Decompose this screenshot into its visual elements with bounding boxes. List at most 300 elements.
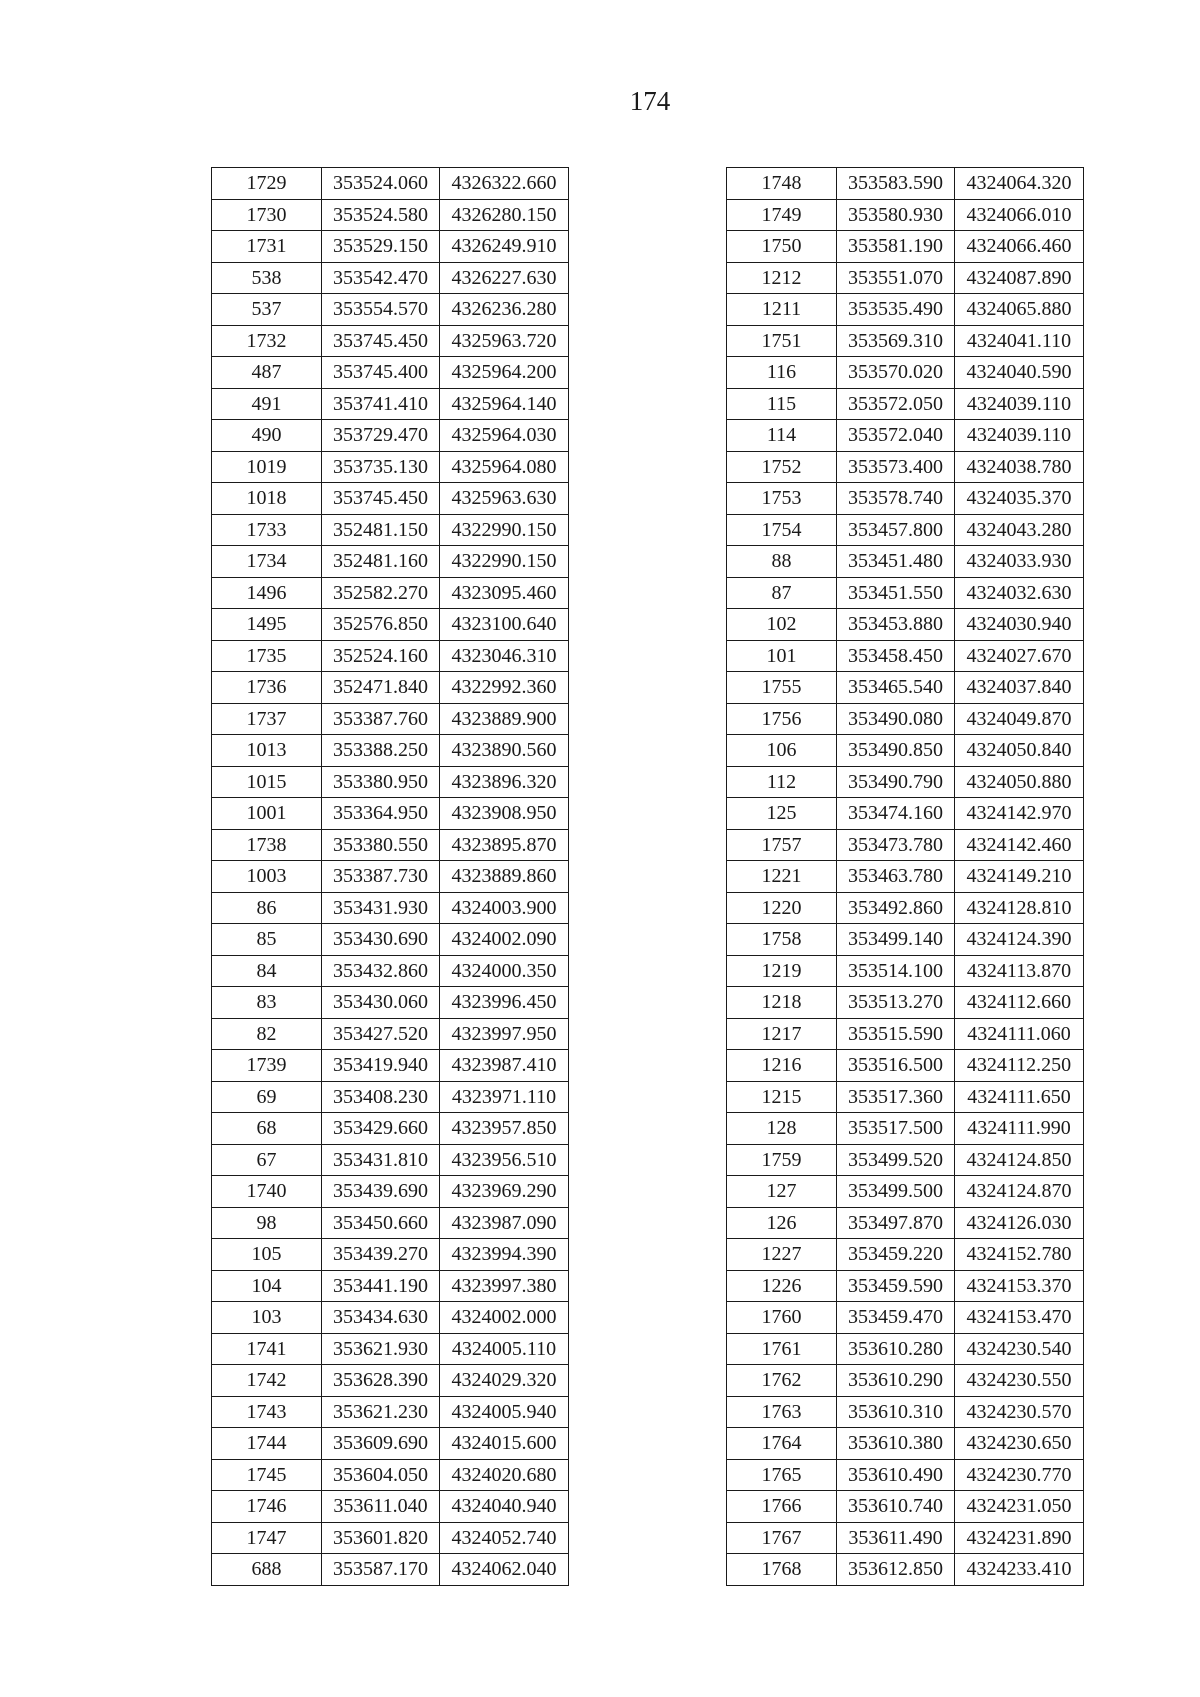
x-coordinate-cell: 353573.400 [837,451,955,483]
table-row [727,924,1084,956]
point-id-cell: 1743 [212,1396,322,1428]
y-coordinate-cell: 4324111.650 [955,1081,1084,1113]
point-id-cell: 1742 [212,1365,322,1397]
x-coordinate-cell: 353554.570 [322,294,440,326]
x-coordinate-cell: 353499.500 [837,1176,955,1208]
point-id-cell: 1216 [727,1050,837,1082]
x-coordinate-cell: 353741.410 [322,388,440,420]
table-row [212,388,569,420]
point-id-cell: 98 [212,1207,322,1239]
table-row [212,798,569,830]
y-coordinate-cell: 4324126.030 [955,1207,1084,1239]
x-coordinate-cell: 353570.020 [837,357,955,389]
table-row [727,1018,1084,1050]
table-row [727,1081,1084,1113]
x-coordinate-cell: 353572.050 [837,388,955,420]
point-id-cell: 1765 [727,1459,837,1491]
point-id-cell: 1761 [727,1333,837,1365]
x-coordinate-cell: 353610.380 [837,1428,955,1460]
table-row [212,640,569,672]
point-id-cell: 104 [212,1270,322,1302]
x-coordinate-cell: 353569.310 [837,325,955,357]
y-coordinate-cell: 4326280.150 [440,199,569,231]
point-id-cell: 101 [727,640,837,672]
y-coordinate-cell: 4324049.870 [955,703,1084,735]
point-id-cell: 1764 [727,1428,837,1460]
table-row [727,168,1084,200]
y-coordinate-cell: 4325963.720 [440,325,569,357]
y-coordinate-cell: 4324030.940 [955,609,1084,641]
point-id-cell: 1751 [727,325,837,357]
x-coordinate-cell: 353611.040 [322,1491,440,1523]
table-row [212,1239,569,1271]
point-id-cell: 1748 [727,168,837,200]
table-body [727,168,1084,1586]
point-id-cell: 1762 [727,1365,837,1397]
table-row [212,1554,569,1586]
table-row [212,1396,569,1428]
point-id-cell: 1763 [727,1396,837,1428]
x-coordinate-cell: 353610.490 [837,1459,955,1491]
point-id-cell: 688 [212,1554,322,1586]
point-id-cell: 537 [212,294,322,326]
y-coordinate-cell: 4324050.840 [955,735,1084,767]
y-coordinate-cell: 4325964.140 [440,388,569,420]
table-row [727,735,1084,767]
y-coordinate-cell: 4323046.310 [440,640,569,672]
y-coordinate-cell: 4324142.970 [955,798,1084,830]
table-row [212,325,569,357]
point-id-cell: 67 [212,1144,322,1176]
y-coordinate-cell: 4323997.950 [440,1018,569,1050]
table-row [212,546,569,578]
table-row [727,609,1084,641]
point-id-cell: 1015 [212,766,322,798]
point-id-cell: 68 [212,1113,322,1145]
table-row [727,325,1084,357]
y-coordinate-cell: 4324027.670 [955,640,1084,672]
point-id-cell: 1217 [727,1018,837,1050]
table-row [212,1428,569,1460]
x-coordinate-cell: 353524.060 [322,168,440,200]
x-coordinate-cell: 353612.850 [837,1554,955,1586]
y-coordinate-cell: 4324032.630 [955,577,1084,609]
x-coordinate-cell: 353430.060 [322,987,440,1019]
y-coordinate-cell: 4324039.110 [955,388,1084,420]
x-coordinate-cell: 353465.540 [837,672,955,704]
y-coordinate-cell: 4324153.370 [955,1270,1084,1302]
point-id-cell: 1757 [727,829,837,861]
x-coordinate-cell: 353474.160 [837,798,955,830]
y-coordinate-cell: 4324066.460 [955,231,1084,263]
x-coordinate-cell: 352481.160 [322,546,440,578]
table-row [212,987,569,1019]
y-coordinate-cell: 4324152.780 [955,1239,1084,1271]
x-coordinate-cell: 353604.050 [322,1459,440,1491]
x-coordinate-cell: 353610.290 [837,1365,955,1397]
y-coordinate-cell: 4322990.150 [440,546,569,578]
point-id-cell: 82 [212,1018,322,1050]
x-coordinate-cell: 353621.930 [322,1333,440,1365]
y-coordinate-cell: 4322990.150 [440,514,569,546]
y-coordinate-cell: 4324231.890 [955,1522,1084,1554]
y-coordinate-cell: 4324124.870 [955,1176,1084,1208]
point-id-cell: 1212 [727,262,837,294]
table-row [212,1302,569,1334]
point-id-cell: 1495 [212,609,322,641]
y-coordinate-cell: 4324230.770 [955,1459,1084,1491]
table-row [212,1365,569,1397]
table-row [727,231,1084,263]
x-coordinate-cell: 353459.470 [837,1302,955,1334]
y-coordinate-cell: 4323987.090 [440,1207,569,1239]
y-coordinate-cell: 4323896.320 [440,766,569,798]
y-coordinate-cell: 4324112.250 [955,1050,1084,1082]
x-coordinate-cell: 353419.940 [322,1050,440,1082]
point-id-cell: 1227 [727,1239,837,1271]
x-coordinate-cell: 352524.160 [322,640,440,672]
table-row [727,1459,1084,1491]
table-row [727,1144,1084,1176]
y-coordinate-cell: 4323895.870 [440,829,569,861]
y-coordinate-cell: 4324111.990 [955,1113,1084,1145]
x-coordinate-cell: 353601.820 [322,1522,440,1554]
table-row [212,1081,569,1113]
table-row [727,420,1084,452]
point-id-cell: 86 [212,892,322,924]
point-id-cell: 1755 [727,672,837,704]
table-row [212,294,569,326]
y-coordinate-cell: 4325964.200 [440,357,569,389]
x-coordinate-cell: 353499.520 [837,1144,955,1176]
table-row [727,199,1084,231]
point-id-cell: 87 [727,577,837,609]
point-id-cell: 125 [727,798,837,830]
y-coordinate-cell: 4324231.050 [955,1491,1084,1523]
y-coordinate-cell: 4324005.940 [440,1396,569,1428]
y-coordinate-cell: 4324064.320 [955,168,1084,200]
table-row [727,546,1084,578]
y-coordinate-cell: 4323971.110 [440,1081,569,1113]
x-coordinate-cell: 353473.780 [837,829,955,861]
y-coordinate-cell: 4323969.290 [440,1176,569,1208]
point-id-cell: 1747 [212,1522,322,1554]
y-coordinate-cell: 4324124.390 [955,924,1084,956]
point-id-cell: 127 [727,1176,837,1208]
x-coordinate-cell: 353451.550 [837,577,955,609]
point-id-cell: 490 [212,420,322,452]
y-coordinate-cell: 4324052.740 [440,1522,569,1554]
table-row [727,955,1084,987]
y-coordinate-cell: 4323957.850 [440,1113,569,1145]
table-row [212,955,569,987]
table-row [727,987,1084,1019]
x-coordinate-cell: 353515.590 [837,1018,955,1050]
y-coordinate-cell: 4324233.410 [955,1554,1084,1586]
y-coordinate-cell: 4324111.060 [955,1018,1084,1050]
coordinates-table-right [726,167,1084,1586]
point-id-cell: 1741 [212,1333,322,1365]
x-coordinate-cell: 353429.660 [322,1113,440,1145]
x-coordinate-cell: 353611.490 [837,1522,955,1554]
x-coordinate-cell: 353459.590 [837,1270,955,1302]
x-coordinate-cell: 353517.360 [837,1081,955,1113]
table-row [727,1522,1084,1554]
x-coordinate-cell: 353439.270 [322,1239,440,1271]
y-coordinate-cell: 4324003.900 [440,892,569,924]
table-row [727,1428,1084,1460]
point-id-cell: 85 [212,924,322,956]
x-coordinate-cell: 353524.580 [322,199,440,231]
y-coordinate-cell: 4323997.380 [440,1270,569,1302]
point-id-cell: 1758 [727,924,837,956]
y-coordinate-cell: 4324043.280 [955,514,1084,546]
point-id-cell: 1003 [212,861,322,893]
point-id-cell: 1767 [727,1522,837,1554]
point-id-cell: 1731 [212,231,322,263]
point-id-cell: 69 [212,1081,322,1113]
y-coordinate-cell: 4324015.600 [440,1428,569,1460]
table-row [727,388,1084,420]
table-row [727,829,1084,861]
y-coordinate-cell: 4323095.460 [440,577,569,609]
table-row [727,451,1084,483]
x-coordinate-cell: 352471.840 [322,672,440,704]
point-id-cell: 83 [212,987,322,1019]
x-coordinate-cell: 353587.170 [322,1554,440,1586]
point-id-cell: 1732 [212,325,322,357]
y-coordinate-cell: 4324066.010 [955,199,1084,231]
table-row [727,861,1084,893]
x-coordinate-cell: 353610.740 [837,1491,955,1523]
point-id-cell: 487 [212,357,322,389]
table-row [727,1302,1084,1334]
table-row [212,1333,569,1365]
table-row [212,1018,569,1050]
point-id-cell: 1211 [727,294,837,326]
y-coordinate-cell: 4324112.660 [955,987,1084,1019]
x-coordinate-cell: 353431.930 [322,892,440,924]
point-id-cell: 1749 [727,199,837,231]
y-coordinate-cell: 4323908.950 [440,798,569,830]
x-coordinate-cell: 353441.190 [322,1270,440,1302]
y-coordinate-cell: 4326227.630 [440,262,569,294]
x-coordinate-cell: 353380.950 [322,766,440,798]
table-row [212,231,569,263]
point-id-cell: 114 [727,420,837,452]
table-row [727,483,1084,515]
y-coordinate-cell: 4324128.810 [955,892,1084,924]
y-coordinate-cell: 4324033.930 [955,546,1084,578]
point-id-cell: 1744 [212,1428,322,1460]
x-coordinate-cell: 353580.930 [837,199,955,231]
x-coordinate-cell: 353408.230 [322,1081,440,1113]
point-id-cell: 1739 [212,1050,322,1082]
x-coordinate-cell: 353745.450 [322,325,440,357]
y-coordinate-cell: 4324149.210 [955,861,1084,893]
x-coordinate-cell: 353609.690 [322,1428,440,1460]
x-coordinate-cell: 353517.500 [837,1113,955,1145]
x-coordinate-cell: 353578.740 [837,483,955,515]
y-coordinate-cell: 4323956.510 [440,1144,569,1176]
x-coordinate-cell: 353621.230 [322,1396,440,1428]
x-coordinate-cell: 353583.590 [837,168,955,200]
point-id-cell: 1737 [212,703,322,735]
table-row [212,1144,569,1176]
y-coordinate-cell: 4324035.370 [955,483,1084,515]
table-row [212,829,569,861]
x-coordinate-cell: 353745.400 [322,357,440,389]
y-coordinate-cell: 4324230.540 [955,1333,1084,1365]
point-id-cell: 1730 [212,199,322,231]
x-coordinate-cell: 352582.270 [322,577,440,609]
y-coordinate-cell: 4323987.410 [440,1050,569,1082]
x-coordinate-cell: 353431.810 [322,1144,440,1176]
point-id-cell: 105 [212,1239,322,1271]
point-id-cell: 1756 [727,703,837,735]
x-coordinate-cell: 353432.860 [322,955,440,987]
x-coordinate-cell: 353542.470 [322,262,440,294]
point-id-cell: 1760 [727,1302,837,1334]
table-row [212,357,569,389]
table-row [212,1050,569,1082]
y-coordinate-cell: 4324113.870 [955,955,1084,987]
table-row [212,1522,569,1554]
table-row [212,766,569,798]
table-row [727,1113,1084,1145]
y-coordinate-cell: 4324230.550 [955,1365,1084,1397]
point-id-cell: 88 [727,546,837,578]
table-body [212,168,569,1586]
y-coordinate-cell: 4325964.030 [440,420,569,452]
point-id-cell: 1226 [727,1270,837,1302]
point-id-cell: 1013 [212,735,322,767]
x-coordinate-cell: 353610.280 [837,1333,955,1365]
table-row [727,577,1084,609]
y-coordinate-cell: 4324230.650 [955,1428,1084,1460]
table-row [212,514,569,546]
table-row [727,1176,1084,1208]
coordinates-table-left [211,167,569,1586]
y-coordinate-cell: 4324038.780 [955,451,1084,483]
point-id-cell: 1740 [212,1176,322,1208]
y-coordinate-cell: 4322992.360 [440,672,569,704]
point-id-cell: 115 [727,388,837,420]
table-row [212,609,569,641]
point-id-cell: 1220 [727,892,837,924]
y-coordinate-cell: 4324020.680 [440,1459,569,1491]
x-coordinate-cell: 353529.150 [322,231,440,263]
x-coordinate-cell: 353745.450 [322,483,440,515]
y-coordinate-cell: 4324050.880 [955,766,1084,798]
y-coordinate-cell: 4323889.860 [440,861,569,893]
x-coordinate-cell: 353459.220 [837,1239,955,1271]
x-coordinate-cell: 353439.690 [322,1176,440,1208]
x-coordinate-cell: 353535.490 [837,294,955,326]
table-row [212,1270,569,1302]
x-coordinate-cell: 353516.500 [837,1050,955,1082]
x-coordinate-cell: 353387.760 [322,703,440,735]
point-id-cell: 1215 [727,1081,837,1113]
y-coordinate-cell: 4324041.110 [955,325,1084,357]
point-id-cell: 1754 [727,514,837,546]
table-row [727,1554,1084,1586]
table-row [727,1239,1084,1271]
x-coordinate-cell: 353364.950 [322,798,440,830]
x-coordinate-cell: 353458.450 [837,640,955,672]
table-row [727,1333,1084,1365]
y-coordinate-cell: 4323889.900 [440,703,569,735]
x-coordinate-cell: 353572.040 [837,420,955,452]
table-row [212,1459,569,1491]
x-coordinate-cell: 353735.130 [322,451,440,483]
table-row [212,672,569,704]
point-id-cell: 1735 [212,640,322,672]
y-coordinate-cell: 4323994.390 [440,1239,569,1271]
x-coordinate-cell: 353581.190 [837,231,955,263]
point-id-cell: 1221 [727,861,837,893]
x-coordinate-cell: 353451.480 [837,546,955,578]
y-coordinate-cell: 4326249.910 [440,231,569,263]
point-id-cell: 103 [212,1302,322,1334]
y-coordinate-cell: 4324230.570 [955,1396,1084,1428]
table-row [212,703,569,735]
page-number: 174 [629,86,671,116]
table-row [727,1365,1084,1397]
point-id-cell: 128 [727,1113,837,1145]
x-coordinate-cell: 353514.100 [837,955,955,987]
point-id-cell: 1019 [212,451,322,483]
x-coordinate-cell: 352481.150 [322,514,440,546]
x-coordinate-cell: 353388.250 [322,735,440,767]
point-id-cell: 1001 [212,798,322,830]
point-id-cell: 491 [212,388,322,420]
table-row [727,766,1084,798]
point-id-cell: 1766 [727,1491,837,1523]
x-coordinate-cell: 353729.470 [322,420,440,452]
y-coordinate-cell: 4324087.890 [955,262,1084,294]
x-coordinate-cell: 353430.690 [322,924,440,956]
y-coordinate-cell: 4323100.640 [440,609,569,641]
y-coordinate-cell: 4324002.090 [440,924,569,956]
y-coordinate-cell: 4324005.110 [440,1333,569,1365]
x-coordinate-cell: 353380.550 [322,829,440,861]
x-coordinate-cell: 353457.800 [837,514,955,546]
point-id-cell: 1733 [212,514,322,546]
y-coordinate-cell: 4324142.460 [955,829,1084,861]
table-row [212,262,569,294]
y-coordinate-cell: 4323890.560 [440,735,569,767]
table-row [212,168,569,200]
table-row [212,420,569,452]
point-id-cell: 112 [727,766,837,798]
point-id-cell: 116 [727,357,837,389]
y-coordinate-cell: 4324153.470 [955,1302,1084,1334]
y-coordinate-cell: 4324000.350 [440,955,569,987]
table-row [727,294,1084,326]
table-row [727,1050,1084,1082]
x-coordinate-cell: 353499.140 [837,924,955,956]
point-id-cell: 1753 [727,483,837,515]
point-id-cell: 1734 [212,546,322,578]
table-row [727,1270,1084,1302]
point-id-cell: 1736 [212,672,322,704]
point-id-cell: 102 [727,609,837,641]
table-row [212,483,569,515]
table-row [727,514,1084,546]
y-coordinate-cell: 4324039.110 [955,420,1084,452]
y-coordinate-cell: 4324124.850 [955,1144,1084,1176]
